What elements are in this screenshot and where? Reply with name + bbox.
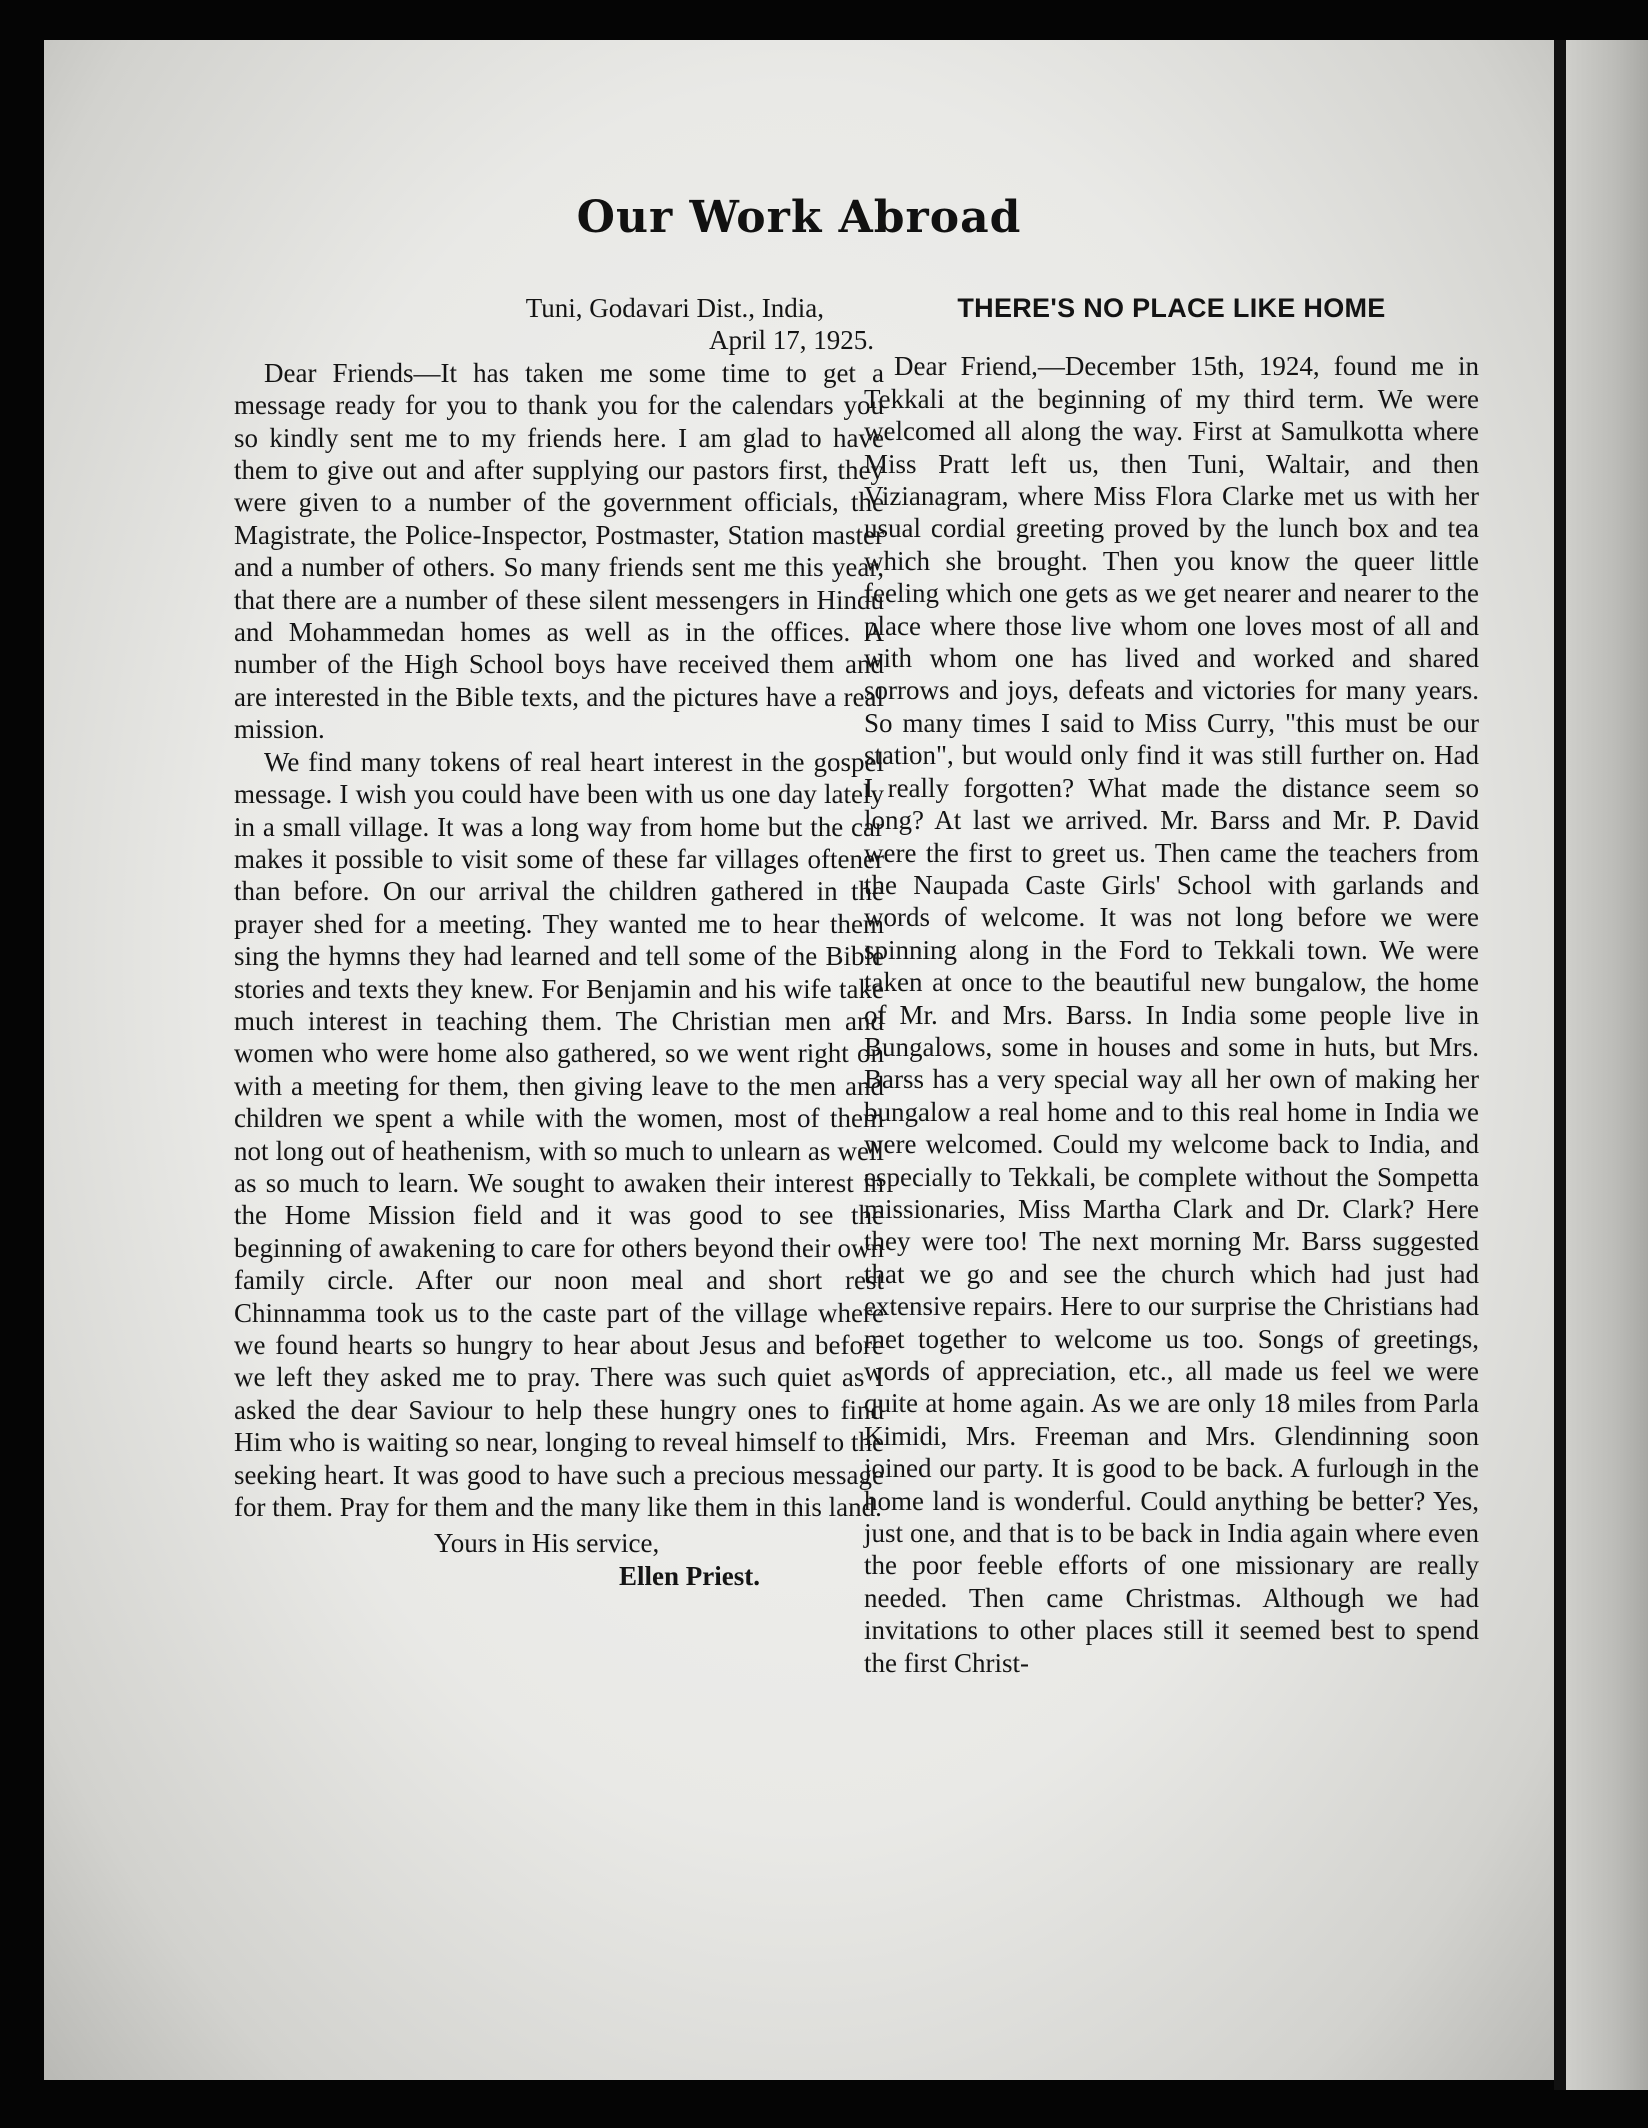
letter-signoff	[234, 1527, 884, 1592]
right-column	[864, 292, 1479, 1679]
page-sheet	[44, 40, 1554, 2080]
left-paragraph-2: We find many tokens of real heart interest in the gospel message. I wish you could have been with us one day lately in a small village. It was a long way from home but the car makes it possible to visit some of these far villages oftener than before. On our arrival the children gathered in the prayer shed for a meeting. They wanted me to hear them sing the hymns they had learned and tell some of the Bible stories and texts they knew. For Benjamin and his wife take much interest in teaching them. The Christian men and women who were home also gathered, so we went right on with a meeting for them, then giving leave to the men and children we spent a while with the women, most of them not long out of heathenism, with so much to unlearn as well as so much to learn. We sought to awaken their interest in the Home Mission field and it was good to see the beginning of awakening to care for others beyond their own family circle. After our noon meal and short rest Chinnamma took us to the caste part of the village where we found hearts so hungry to hear about Jesus and before we left they asked me to pray. There was such quiet as I asked the dear Saviour to help these hungry ones to find Him who is waiting so near, longing to reveal himself to the seeking heart. It was good to have such a precious message for them. Pray for them and the many like them in this land.	[234, 746, 884, 1523]
adjacent-page-edge	[1566, 40, 1648, 2090]
page-title: Our Work Abroad	[576, 192, 1022, 243]
article-heading: THERE'S NO PLACE LIKE HOME	[957, 293, 1386, 323]
letter-place: Tuni, Godavari Dist., India,	[525, 293, 824, 323]
letter-closing: Yours in His service,	[434, 1528, 660, 1559]
page-gutter	[1554, 40, 1566, 2090]
right-paragraph-1: Dear Friend,—December 15th, 1924, found me in Tekkali at the beginning of my third term. We were welcomed all along the way. First at Samulkotta where Miss Pratt left us, then Tuni, Waltair, and then Vizianagram, where Miss Flora Clarke met us with her usual cordial greeting proved by the lunch box and tea which she brought. Then you know the queer little feeling which one gets as we get nearer and nearer to the place where those live whom one loves most of all and with whom one has lived and worked and shared sorrows and joys, defeats and victories for many years. So many times I said to Miss Curry, "this must be our station", but would only find it was still further on. Had I really forgotten? What made the distance seem so long? At last we arrived. Mr. Barss and Mr. P. David were the first to greet us. Then came the teachers from the Naupada Caste Girls' School with garlands and words of welcome. It was not long before we were spinning along in the Ford to Tekkali town. We were taken at once to the beautiful new bungalow, the home of Mr. and Mrs. Barss. In India some people live in Bungalows, some in houses and some in huts, but Mrs. Barss has a very special way all her own of making her bungalow a real home and to this real home in India we were welcomed. Could my welcome back to India, and especially to Tekkali, be complete without the Sompetta missionaries, Miss Martha Clark and Dr. Clark? Here they were too! The next morning Mr. Barss suggested that we go and see the church which had just had extensive repairs. Here to our surprise the Christians had met together to welcome us too. Songs of greetings, words of appreciation, etc., all made us feel we were quite at home again. As we are only 18 miles from Parla Kimidi, Mrs. Freeman and Mrs. Glendinning soon joined our party. It is good to be back. A furlough in the home land is wonderful. Could anything be better? Yes, just one, and that is to be back in India again where even the poor feeble efforts of one missionary are really needed. Then came Christmas. Although we had invitations to other places still it seemed best to spend the first Christ-	[864, 351, 1479, 1678]
left-column	[234, 292, 884, 1592]
letter-signature: Ellen Priest.	[619, 1560, 760, 1591]
letter-dateline	[234, 292, 884, 357]
letter-date: April 17, 1925.	[709, 325, 874, 356]
left-paragraph-1: Dear Friends—It has taken me some time to get a message ready for you to thank you for the calendars you so kindly sent me to my friends here. I am glad to have them to give out and after supplying our pastors first, they were given to a number of the government officials, the Magistrate, the Police-Inspector, Postmaster, Station master and a number of others. So many friends sent me this year, that there are a number of these silent messengers in Hindu and Mohammedan homes as well as in the offices. A number of the High School boys have received them and are interested in the Bible texts, and the pictures have a real mission.	[234, 357, 884, 745]
